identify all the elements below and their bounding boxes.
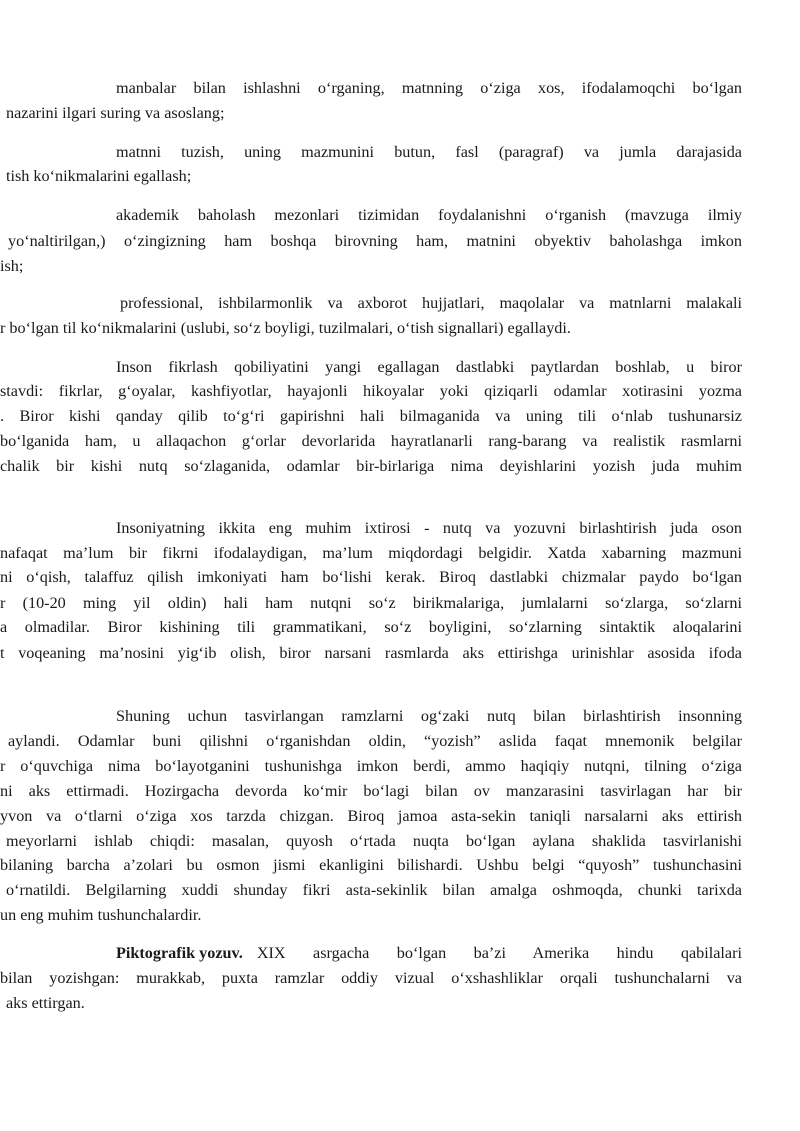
text-line: ni o‘qish, talaffuz qilish imkoniyati ham bo‘lishi kerak. Biroq dastlabki chizmalar paydo bo‘lgan bbox=[0, 568, 742, 586]
text-line: akademik baholash mezonlari tizimidan foydalanishni o‘rganish (mavzuga ilmiy bbox=[116, 206, 742, 224]
text-line bbox=[116, 943, 742, 963]
text-line: yvon va o‘tlarni o‘ziga xos tarzda chizgan. Biroq jamoa asta-sekin taniqli narsalarni aks ettirish bbox=[0, 807, 742, 825]
text-line: nafaqat ma’lum bir fikrni ifodalaydigan, ma’lum miqdordagi belgidir. Xatda xabarning mazmuni bbox=[0, 544, 742, 562]
text-line: yo‘naltirilgan,) o‘zingizning ham boshqa birovning ham, matnini obyektiv baholashga imkon bbox=[8, 232, 742, 250]
text-line: ish; bbox=[0, 257, 24, 275]
text-line: chalik bir kishi nutq so‘zlaganida, odamlar bir-birlariga nima deyishlarini yozish juda muhim bbox=[0, 457, 742, 475]
text-line: t voqeaning ma’nosini yig‘ib olish, biror narsani rasmlarda aks ettirishga urinishlar asosida ifoda bbox=[0, 644, 742, 662]
text-line: un eng muhim tushunchalardir. bbox=[0, 906, 202, 924]
text-line: aks ettirgan. bbox=[6, 994, 85, 1012]
text-line: . Biror kishi qanday qilib to‘g‘ri gapirishni hali bilmaganida va uning tili o‘nlab tushunarsiz bbox=[0, 407, 742, 425]
text-line: r (10-20 ming yil oldin) hali ham nutqni so‘z birikmalariga, jumlalarni so‘zlarga, so‘zlarni bbox=[0, 594, 742, 612]
text-line: Inson fikrlash qobiliyatini yangi egallagan dastlabki paytlardan boshlab, u biror bbox=[116, 358, 742, 376]
text-line: stavdi: fikrlar, g‘oyalar, kashfiyotlar, hayajonli hikoyalar yoki qiziqarli odamlar xotirasini yozma bbox=[0, 382, 742, 400]
section-heading: Piktografik yozuv. bbox=[116, 944, 243, 962]
text-line: o‘rnatildi. Belgilarning xuddi shunday fikri asta-sekinlik bilan amalga oshmoqda, chunki tarixda bbox=[6, 881, 742, 899]
text-line: ni aks ettirmadi. Hozirgacha devorda ko‘mir bo‘lagi bilan ov manzarasini tasvirlagan har bir bbox=[0, 782, 742, 800]
text-line: meyorlarni ishlab chiqdi: masalan, quyosh o‘rtada nuqta bo‘lgan aylana shaklida tasvirlanishi bbox=[6, 832, 742, 850]
text-line: Shuning uchun tasvirlangan ramzlarni og‘zaki nutq bilan birlashtirish insonning bbox=[116, 707, 742, 725]
text-line: matnni tuzish, uning mazmunini butun, fasl (paragraf) va jumla darajasida bbox=[116, 143, 742, 161]
text-line-rest: XIX asrgacha bo‘lgan ba’zi Amerika hindu qabilalari bbox=[256, 944, 742, 962]
text-line: professional, ishbilarmonlik va axborot hujjatlari, maqolalar va matnlarni malakali bbox=[120, 294, 742, 312]
text-line: tish ko‘nikmalarini egallash; bbox=[6, 167, 192, 185]
text-line: aylandi. Odamlar buni qilishni o‘rganishdan oldin, “yozish” aslida faqat mnemonik belgilar bbox=[8, 732, 742, 750]
text-line: nazarini ilgari suring va asoslang; bbox=[6, 104, 225, 122]
text-line: bilaning barcha a’zolari bu osmon jismi ekanligini bilishardi. Ushbu belgi “quyosh” tushunchasini bbox=[0, 856, 742, 874]
text-line: bo‘lganida ham, u allaqachon g‘orlar devorlarida hayratlanarli rang-barang va realistik rasmlarni bbox=[0, 432, 742, 450]
text-line: bilan yozishgan: murakkab, puxta ramzlar oddiy vizual o‘xshashliklar orqali tushunchalarni va bbox=[0, 969, 742, 987]
text-line: manbalar bilan ishlashni o‘rganing, matnning o‘ziga xos, ifodalamoqchi bo‘lgan bbox=[116, 79, 742, 97]
text-line: Insoniyatning ikkita eng muhim ixtirosi - nutq va yozuvni birlashtirish juda oson bbox=[116, 519, 742, 537]
text-line: a olmadilar. Biror kishining tili grammatikani, so‘z boyligini, so‘zlarning sintaktik aloqalarini bbox=[0, 618, 742, 636]
text-line: r bo‘lgan til ko‘nikmalarini (uslubi, so‘z boyligi, tuzilmalari, o‘tish signallari) egallaydi. bbox=[0, 319, 571, 337]
text-line: r o‘quvchiga nima bo‘layotganini tushunishga imkon berdi, ammo haqiqiy nutqni, tilning o‘ziga bbox=[0, 757, 742, 775]
